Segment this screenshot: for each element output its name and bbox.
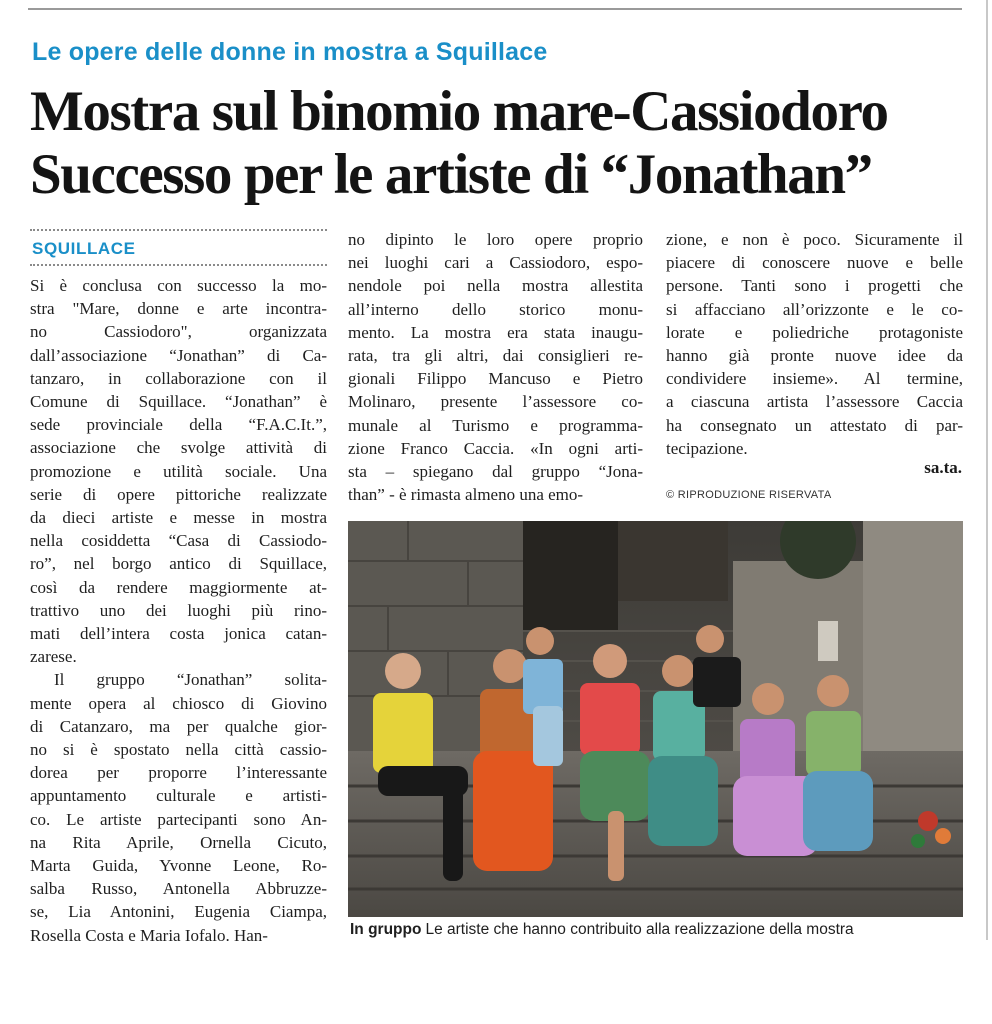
- text-line: nei luoghi cari a Cassiodoro, espo-: [348, 253, 643, 273]
- text-line: Il gruppo “Jonathan” solita-: [54, 670, 327, 690]
- text-line: mente opera al chiosco di Giovino: [30, 693, 327, 713]
- text-line: munale al Turismo e programma-: [348, 415, 643, 435]
- text-line: nella cosiddetta “Casa di Cassiodo-: [30, 531, 327, 551]
- photo-caption: [350, 921, 854, 939]
- text-line: no si è spostato nella città cassio-: [30, 740, 327, 760]
- text-line: sta – spiegano dal gruppo “Jona-: [348, 462, 643, 482]
- text-line: Comune di Squillace. “Jonathan” è: [30, 392, 327, 412]
- text-line: stra "Mare, donne e arte incontra-: [30, 299, 327, 319]
- text-line: lorate e poliedriche protagoniste: [666, 322, 963, 342]
- text-line: na Rita Aprile, Ornella Cicuto,: [30, 832, 327, 852]
- text-line: Rosella Costa e Maria Iofalo. Han-: [30, 925, 268, 945]
- text-line: a ciascuna artista l’assessore Caccia: [666, 392, 963, 412]
- text-line: zione, e non è poco. Sicuramente il: [666, 230, 963, 249]
- text-line: Marta Guida, Yvonne Leone, Ro-: [30, 856, 327, 876]
- text-line: nendole poi nella mostra allestita: [348, 276, 643, 296]
- top-rule: [28, 8, 962, 10]
- page-edge-rule: [986, 0, 988, 940]
- text-line: no dipinto le loro opere proprio: [348, 230, 643, 249]
- text-line: dall’associazione “Jonathan” di Ca-: [30, 345, 327, 365]
- text-line: salba Russo, Antonella Abbruzze-: [30, 879, 327, 899]
- headline-line-1: Mostra sul binomio mare-Cassiodoro: [30, 80, 888, 143]
- text-line: ro”, nel borgo antico di Squillace,: [30, 554, 327, 574]
- section-label: SQUILLACE: [32, 239, 136, 258]
- text-line: zione Franco Caccia. «In ogni arti-: [348, 438, 643, 458]
- article-headline: [30, 80, 888, 206]
- text-line: promozione e utilità sociale. Una: [30, 461, 327, 481]
- caption-label: In gruppo: [350, 921, 422, 938]
- article-column-1: [30, 274, 327, 947]
- text-line: associazione che svolge attività di: [30, 438, 327, 458]
- headline-line-2: Successo per le artiste di “Jonathan”: [30, 143, 872, 206]
- copyright-notice: © RIPRODUZIONE RISERVATA: [666, 489, 832, 501]
- group-photo: [348, 521, 963, 917]
- text-line: da dieci artiste e messe in mostra: [30, 508, 327, 528]
- text-line: così da rendere maggiormente at-: [30, 577, 327, 597]
- text-line: than” - è rimasta almeno una emo-: [348, 485, 584, 505]
- article-kicker: Le opere delle donne in mostra a Squillace: [32, 38, 548, 66]
- text-line: piacere di conoscere nuove e belle: [666, 253, 963, 273]
- text-line: mento. La mostra era stata inaugu-: [348, 322, 643, 342]
- text-line: rata, tra gli altri, dai consiglieri re-: [348, 346, 643, 366]
- text-line: serie di opere pittoriche realizzate: [30, 484, 327, 504]
- text-line: di Catanzaro, ma per qualche gior-: [30, 716, 327, 736]
- text-line: se, Lia Antonini, Eugenia Ciampa,: [30, 902, 327, 922]
- text-line: no Cassiodoro", organizzata: [30, 322, 327, 342]
- text-line: ha consegnato un attestato di par-: [666, 415, 963, 435]
- article-column-2: [348, 228, 643, 506]
- text-line: trattivo uno dei luoghi più rino-: [30, 600, 327, 620]
- caption-text: Le artiste che hanno contribuito alla realizzazione della mostra: [425, 921, 854, 938]
- section-rule-top: [30, 229, 327, 231]
- text-line: mati dell’intera costa jonica catan-: [30, 624, 327, 644]
- text-line: all’interno dello storico monu-: [348, 299, 643, 319]
- text-line: sede provinciale della “F.A.C.It.”,: [30, 415, 327, 435]
- text-line: co. Le artiste partecipanti sono An-: [30, 809, 327, 829]
- text-line: gionali Filippo Mancuso e Pietro: [348, 369, 643, 389]
- text-line: appuntamento culturale e artisti-: [30, 786, 327, 806]
- text-line: si affacciano all’orizzonte e le co-: [666, 299, 963, 319]
- text-line: tecipazione.: [666, 438, 748, 458]
- text-line: hanno già pronte nuove idee da: [666, 346, 963, 366]
- text-line: persone. Tanti sono i progetti che: [666, 276, 963, 296]
- text-line: Molinaro, presente l’assessore co-: [348, 392, 643, 412]
- text-line: zarese.: [30, 647, 77, 667]
- group-photo-illustration: [348, 521, 963, 917]
- text-line: condividere insieme». Al termine,: [666, 369, 963, 389]
- section-rule-bottom: [30, 264, 327, 266]
- text-line: tanzaro, in collaborazione con il: [30, 368, 327, 388]
- author-signature: sa.ta.: [924, 458, 962, 477]
- text-line: Si è conclusa con successo la mo-: [30, 276, 327, 295]
- text-line: dorea per proporre l’interessante: [30, 763, 327, 783]
- article-column-3: [666, 228, 963, 460]
